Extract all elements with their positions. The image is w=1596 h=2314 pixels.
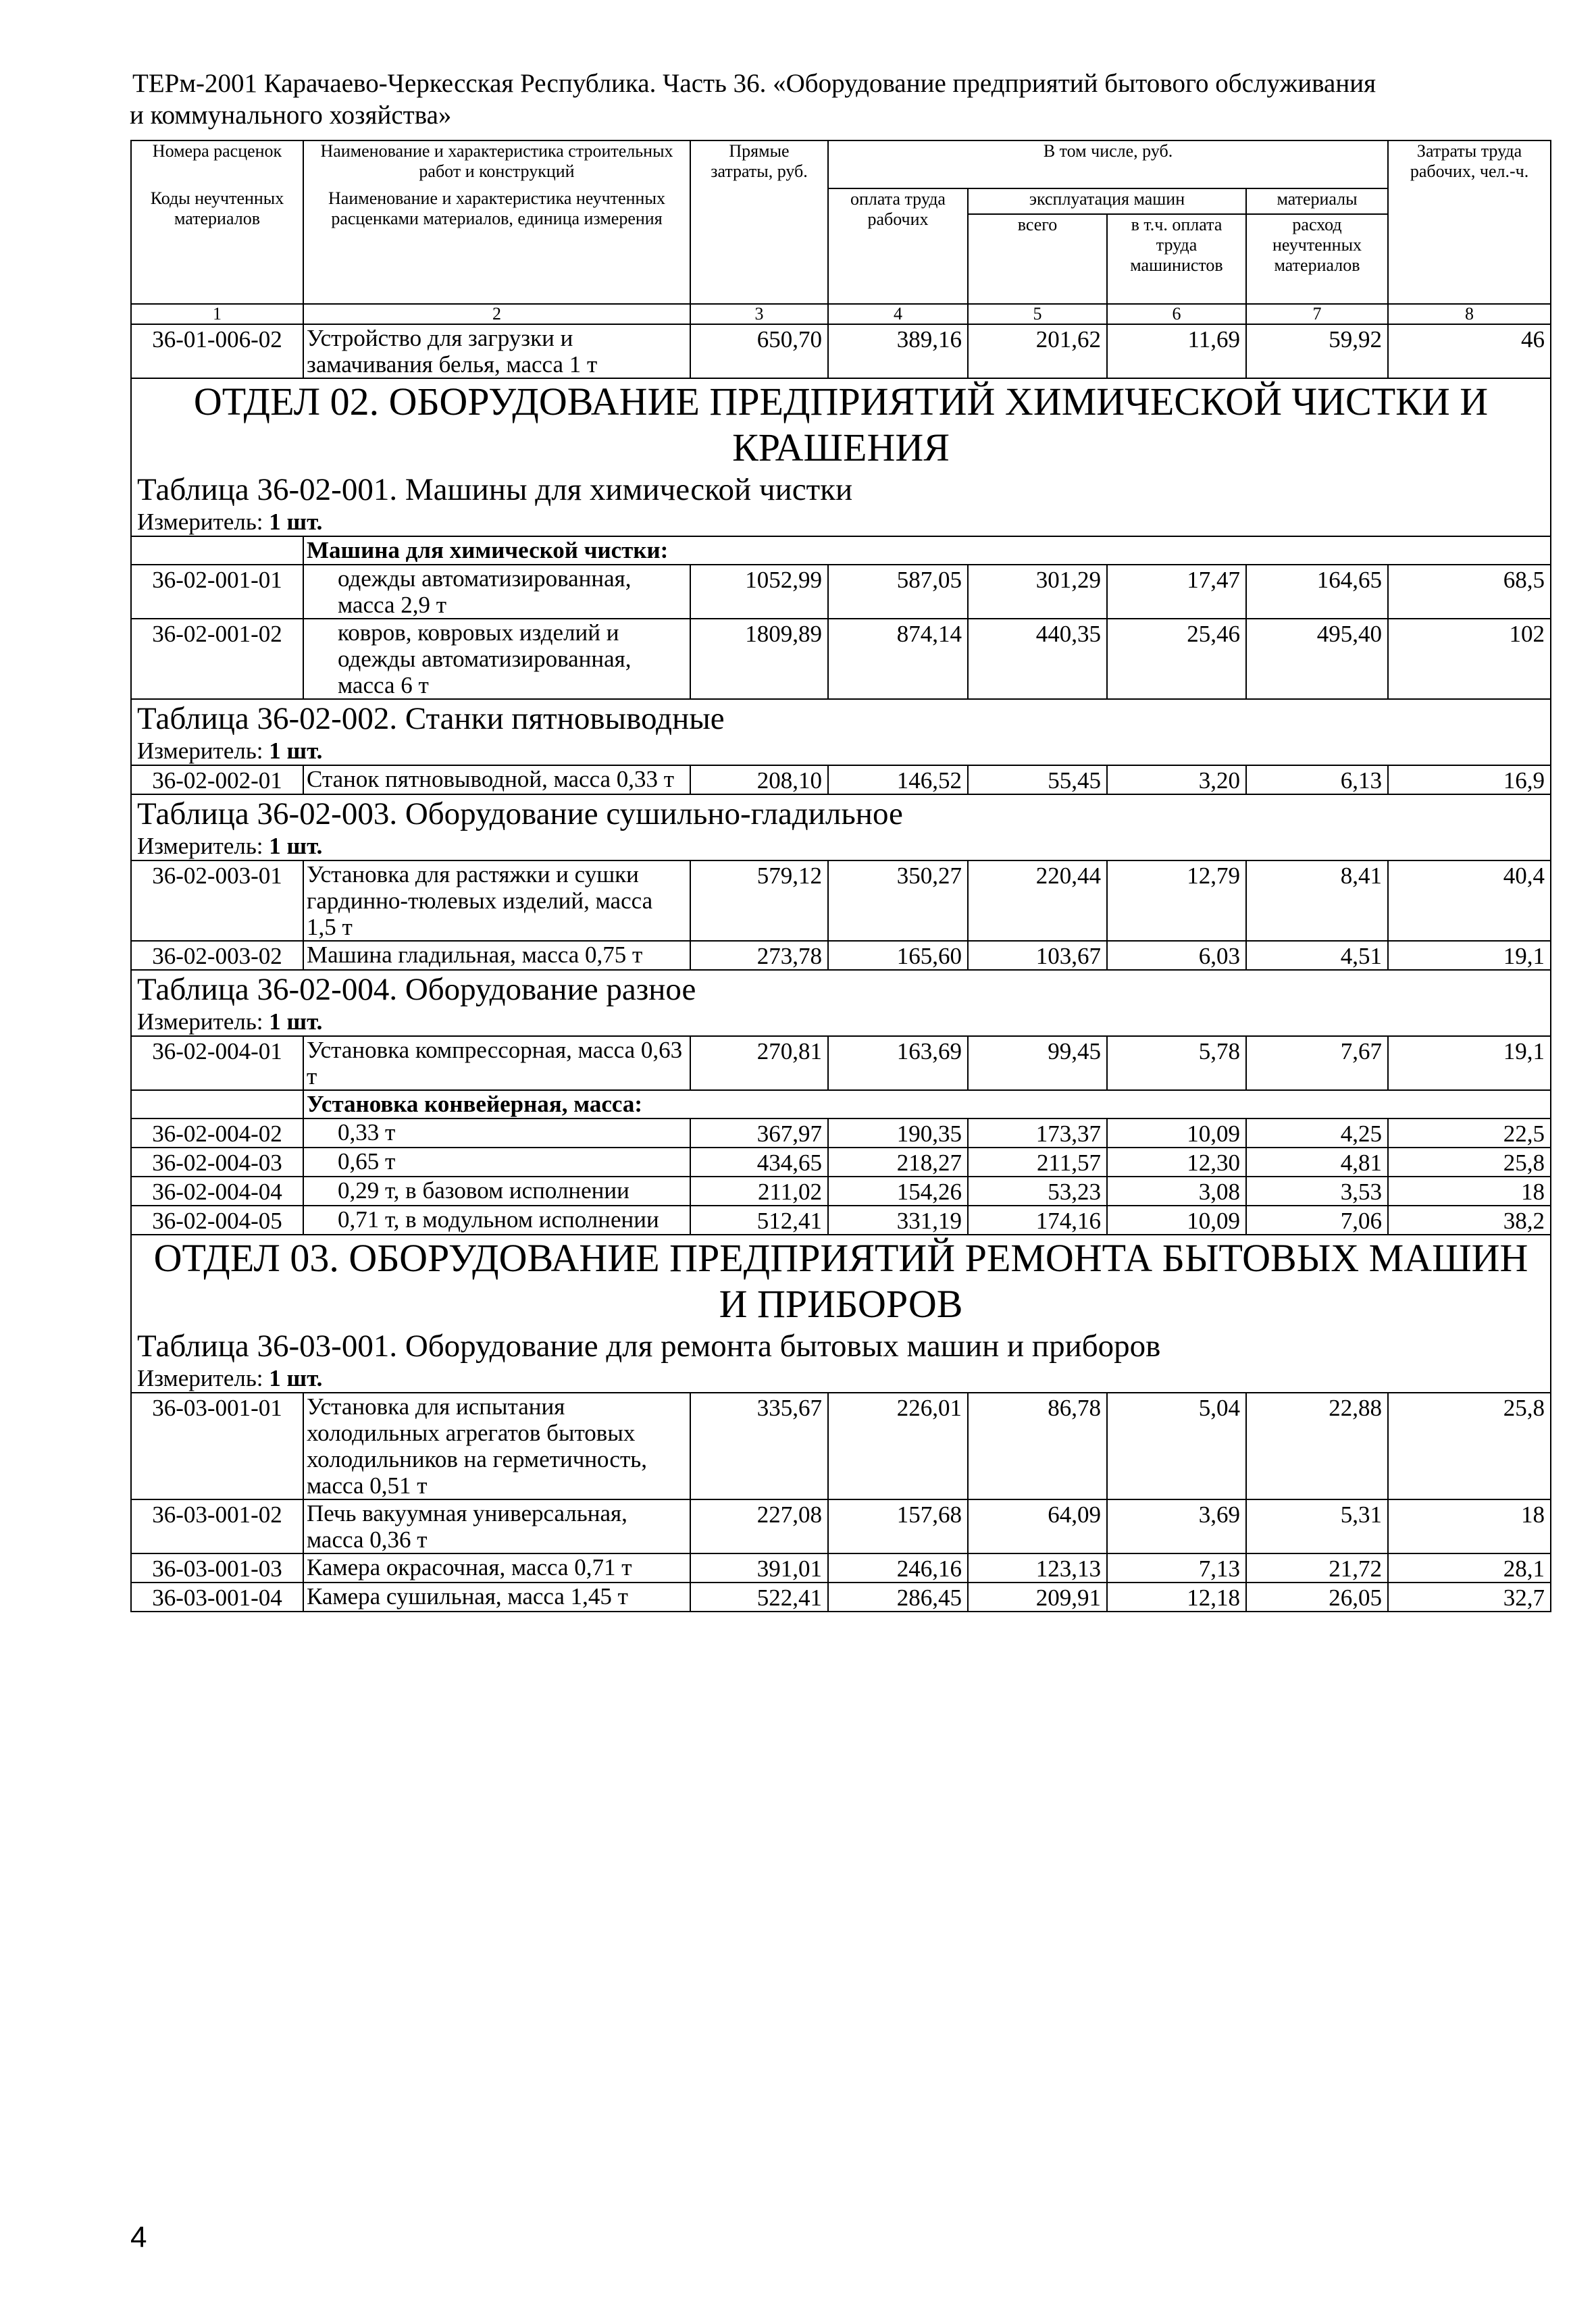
rate-code: 36-03-001-03 — [131, 1553, 303, 1583]
rate-value: 21,72 — [1246, 1553, 1388, 1583]
rate-name: Станок пятновыводной, масса 0,33 т — [303, 765, 690, 794]
rate-code: 36-02-004-04 — [131, 1177, 303, 1206]
rate-value: 11,69 — [1107, 324, 1246, 378]
rate-value: 99,45 — [968, 1036, 1107, 1090]
table-row — [131, 565, 1551, 619]
col-operator-pay: в т.ч. оплата труда машинистов — [1107, 214, 1246, 304]
rate-name: 0,71 т, в модульном исполнении — [303, 1206, 690, 1235]
rate-code: 36-01-006-02 — [131, 324, 303, 378]
col-num: 4 — [828, 304, 968, 324]
rate-name: Машина гладильная, масса 0,75 т — [303, 941, 690, 970]
rate-value: 226,01 — [828, 1393, 968, 1499]
group-label: Установка конвейерная, масса: — [303, 1090, 1551, 1119]
rate-value: 587,05 — [828, 565, 968, 619]
col-num: 3 — [690, 304, 828, 324]
rate-value: 5,04 — [1107, 1393, 1246, 1499]
measure-unit: Измеритель: 1 шт. — [131, 1008, 1551, 1036]
rate-value: 22,88 — [1246, 1393, 1388, 1499]
rate-value: 579,12 — [690, 860, 828, 941]
rate-value: 25,46 — [1107, 619, 1246, 699]
rate-name: Установка компрессорная, масса 0,63 т — [303, 1036, 690, 1090]
rate-value: 18 — [1388, 1177, 1551, 1206]
col-num: 8 — [1388, 304, 1551, 324]
rate-value: 25,8 — [1388, 1393, 1551, 1499]
table-row — [131, 1177, 1551, 1206]
rate-code: 36-03-001-04 — [131, 1583, 303, 1612]
rate-value: 5,78 — [1107, 1036, 1246, 1090]
table-row — [131, 765, 1551, 794]
rate-value: 12,79 — [1107, 860, 1246, 941]
rate-value: 367,97 — [690, 1119, 828, 1148]
rate-value: 19,1 — [1388, 941, 1551, 970]
rate-value: 3,53 — [1246, 1177, 1388, 1206]
table-row — [131, 1553, 1551, 1583]
col-machine-ops: эксплуатация машин — [968, 188, 1246, 214]
table-row — [131, 1583, 1551, 1612]
col-name-unrated: Наименование и характеристика неучтенных расценками материалов, единица измерения — [303, 188, 690, 304]
rate-value: 55,45 — [968, 765, 1107, 794]
rate-value: 32,7 — [1388, 1583, 1551, 1612]
rate-value: 335,67 — [690, 1393, 828, 1499]
rate-name: 0,65 т — [303, 1148, 690, 1177]
rate-value: 211,02 — [690, 1177, 828, 1206]
rate-value: 246,16 — [828, 1553, 968, 1583]
rate-name: Камера сушильная, масса 1,45 т — [303, 1583, 690, 1612]
rate-value: 174,16 — [968, 1206, 1107, 1235]
rate-value: 164,65 — [1246, 565, 1388, 619]
rate-code: 36-02-004-03 — [131, 1148, 303, 1177]
table-row — [131, 860, 1551, 941]
rate-value: 10,09 — [1107, 1119, 1246, 1148]
col-worker-pay: оплата труда рабочих — [828, 188, 968, 304]
col-num: 2 — [303, 304, 690, 324]
rate-value: 440,35 — [968, 619, 1107, 699]
rate-code: 36-02-001-02 — [131, 619, 303, 699]
rate-value: 4,25 — [1246, 1119, 1388, 1148]
rate-value: 165,60 — [828, 941, 968, 970]
rate-value: 12,30 — [1107, 1148, 1246, 1177]
rate-value: 102 — [1388, 619, 1551, 699]
rate-value: 68,5 — [1388, 565, 1551, 619]
measure-unit: Измеритель: 1 шт. — [131, 1365, 1551, 1393]
rate-value: 12,18 — [1107, 1583, 1246, 1612]
group-label: Машина для химической чистки: — [303, 536, 1551, 565]
rate-value: 220,44 — [968, 860, 1107, 941]
rate-code: 36-02-001-01 — [131, 565, 303, 619]
rate-value: 53,23 — [968, 1177, 1107, 1206]
col-labor-costs: Затраты труда рабочих, чел.-ч. — [1388, 140, 1551, 304]
rate-value: 331,19 — [828, 1206, 968, 1235]
col-direct-costs: Прямые затраты, руб. — [690, 140, 828, 304]
rates-table — [130, 140, 1551, 1612]
rate-value: 522,41 — [690, 1583, 828, 1612]
rate-value: 17,47 — [1107, 565, 1246, 619]
col-unrated-consumption: расход неучтенных материалов — [1246, 214, 1388, 304]
rate-value: 64,09 — [968, 1499, 1107, 1553]
header-line-2: и коммунального хозяйства» — [130, 101, 452, 130]
col-num: 6 — [1107, 304, 1246, 324]
rate-value: 146,52 — [828, 765, 968, 794]
rate-value: 301,29 — [968, 565, 1107, 619]
rate-value: 16,9 — [1388, 765, 1551, 794]
rate-value: 209,91 — [968, 1583, 1107, 1612]
column-numbers-row — [131, 304, 1551, 324]
rate-code: 36-02-002-01 — [131, 765, 303, 794]
rate-value: 286,45 — [828, 1583, 968, 1612]
rate-value: 25,8 — [1388, 1148, 1551, 1177]
col-num: 5 — [968, 304, 1107, 324]
rate-value: 273,78 — [690, 941, 828, 970]
table-row — [131, 1499, 1551, 1553]
rate-value: 389,16 — [828, 324, 968, 378]
rate-value: 650,70 — [690, 324, 828, 378]
rate-value: 434,65 — [690, 1148, 828, 1177]
rate-value: 19,1 — [1388, 1036, 1551, 1090]
rate-name: Установка для испытания холодильных агрегатов бытовых холодильников на герметичность, масса 0,51 т — [303, 1393, 690, 1499]
col-total: всего — [968, 214, 1107, 304]
rate-value: 22,5 — [1388, 1119, 1551, 1148]
table-row — [131, 1119, 1551, 1148]
table-title: Таблица 36-02-004. Оборудование разное — [131, 970, 1551, 1008]
table-title: Таблица 36-02-003. Оборудование сушильно-гладильное — [131, 794, 1551, 833]
col-num: 7 — [1246, 304, 1388, 324]
table-title: Таблица 36-02-002. Станки пятновыводные — [131, 699, 1551, 738]
table-row — [131, 1206, 1551, 1235]
col-num: 1 — [131, 304, 303, 324]
rate-value: 157,68 — [828, 1499, 968, 1553]
rate-name: 0,29 т, в базовом исполнении — [303, 1177, 690, 1206]
header-row-2 — [131, 188, 1551, 214]
table-title: Таблица 36-02-001. Машины для химической чистки — [131, 471, 1551, 509]
measure-unit: Измеритель: 1 шт. — [131, 738, 1551, 765]
section-title: ОТДЕЛ 03. ОБОРУДОВАНИЕ ПРЕДПРИЯТИЙ РЕМОНТА БЫТОВЫХ МАШИН И ПРИБОРОВ — [131, 1235, 1551, 1327]
rate-value: 40,4 — [1388, 860, 1551, 941]
rate-value: 1052,99 — [690, 565, 828, 619]
rate-value: 38,2 — [1388, 1206, 1551, 1235]
rate-value: 190,35 — [828, 1119, 968, 1148]
document-header — [132, 68, 1551, 131]
rate-value: 7,06 — [1246, 1206, 1388, 1235]
rate-value: 5,31 — [1246, 1499, 1388, 1553]
measure-unit: Измеритель: 1 шт. — [131, 509, 1551, 536]
rate-value: 163,69 — [828, 1036, 968, 1090]
rate-value: 350,27 — [828, 860, 968, 941]
rate-value: 173,37 — [968, 1119, 1107, 1148]
rate-value: 86,78 — [968, 1393, 1107, 1499]
rate-value: 4,81 — [1246, 1148, 1388, 1177]
rate-code: 36-02-003-01 — [131, 860, 303, 941]
rate-value: 154,26 — [828, 1177, 968, 1206]
rate-value: 3,20 — [1107, 765, 1246, 794]
rate-value: 123,13 — [968, 1553, 1107, 1583]
rate-value: 512,41 — [690, 1206, 828, 1235]
rate-value: 1809,89 — [690, 619, 828, 699]
rate-value: 3,08 — [1107, 1177, 1246, 1206]
table-row — [131, 1148, 1551, 1177]
rate-value: 6,13 — [1246, 765, 1388, 794]
rate-value: 7,13 — [1107, 1553, 1246, 1583]
rate-name: Установка для растяжки и сушки гардинно-тюлевых изделий, масса 1,5 т — [303, 860, 690, 941]
rate-value: 8,41 — [1246, 860, 1388, 941]
rate-name: Устройство для загрузки и замачивания белья, масса 1 т — [303, 324, 690, 378]
header-row-1 — [131, 140, 1551, 188]
rate-value: 59,92 — [1246, 324, 1388, 378]
table-row — [131, 324, 1551, 378]
rate-name: Камера окрасочная, масса 0,71 т — [303, 1553, 690, 1583]
page-number: 4 — [130, 2221, 147, 2254]
measure-unit: Измеритель: 1 шт. — [131, 833, 1551, 860]
col-name-char: Наименование и характеристика строительных работ и конструкций — [303, 140, 690, 188]
rate-value: 46 — [1388, 324, 1551, 378]
rate-code: 36-02-004-05 — [131, 1206, 303, 1235]
rate-value: 10,09 — [1107, 1206, 1246, 1235]
rate-name: одежды автоматизированная, масса 2,9 т — [303, 565, 690, 619]
col-materials: материалы — [1246, 188, 1388, 214]
col-rate-numbers: Номера расценок — [131, 140, 303, 188]
rate-value: 103,67 — [968, 941, 1107, 970]
rate-code: 36-02-004-02 — [131, 1119, 303, 1148]
header-line-1: ТЕРм-2001 Карачаево-Черкесская Республика. Часть 36. «Оборудование предприятий бытового обслуживания — [132, 69, 1376, 98]
rate-value: 7,67 — [1246, 1036, 1388, 1090]
rate-value: 6,03 — [1107, 941, 1246, 970]
rate-value: 218,27 — [828, 1148, 968, 1177]
rate-value: 211,57 — [968, 1148, 1107, 1177]
section-title: ОТДЕЛ 02. ОБОРУДОВАНИЕ ПРЕДПРИЯТИЙ ХИМИЧЕСКОЙ ЧИСТКИ И КРАШЕНИЯ — [131, 378, 1551, 471]
table-row — [131, 619, 1551, 699]
rate-name: ковров, ковровых изделий и одежды автоматизированная, масса 6 т — [303, 619, 690, 699]
rate-code: 36-03-001-01 — [131, 1393, 303, 1499]
rate-value: 391,01 — [690, 1553, 828, 1583]
table-row — [131, 1036, 1551, 1090]
col-material-codes: Коды неучтенных материалов — [131, 188, 303, 304]
rate-value: 26,05 — [1246, 1583, 1388, 1612]
rate-code: 36-03-001-02 — [131, 1499, 303, 1553]
rate-value: 227,08 — [690, 1499, 828, 1553]
table-title: Таблица 36-03-001. Оборудование для ремонта бытовых машин и приборов — [131, 1327, 1551, 1365]
rate-value: 3,69 — [1107, 1499, 1246, 1553]
table-row — [131, 1393, 1551, 1499]
rate-value: 4,51 — [1246, 941, 1388, 970]
rate-code: 36-02-004-01 — [131, 1036, 303, 1090]
rate-value: 18 — [1388, 1499, 1551, 1553]
rate-value: 201,62 — [968, 324, 1107, 378]
rate-value: 28,1 — [1388, 1553, 1551, 1583]
rate-name: Печь вакуумная универсальная, масса 0,36 т — [303, 1499, 690, 1553]
rate-value: 208,10 — [690, 765, 828, 794]
table-row — [131, 941, 1551, 970]
rate-value: 874,14 — [828, 619, 968, 699]
rate-value: 270,81 — [690, 1036, 828, 1090]
rate-value: 495,40 — [1246, 619, 1388, 699]
rate-name: 0,33 т — [303, 1119, 690, 1148]
col-including: В том числе, руб. — [828, 140, 1388, 188]
rate-code: 36-02-003-02 — [131, 941, 303, 970]
